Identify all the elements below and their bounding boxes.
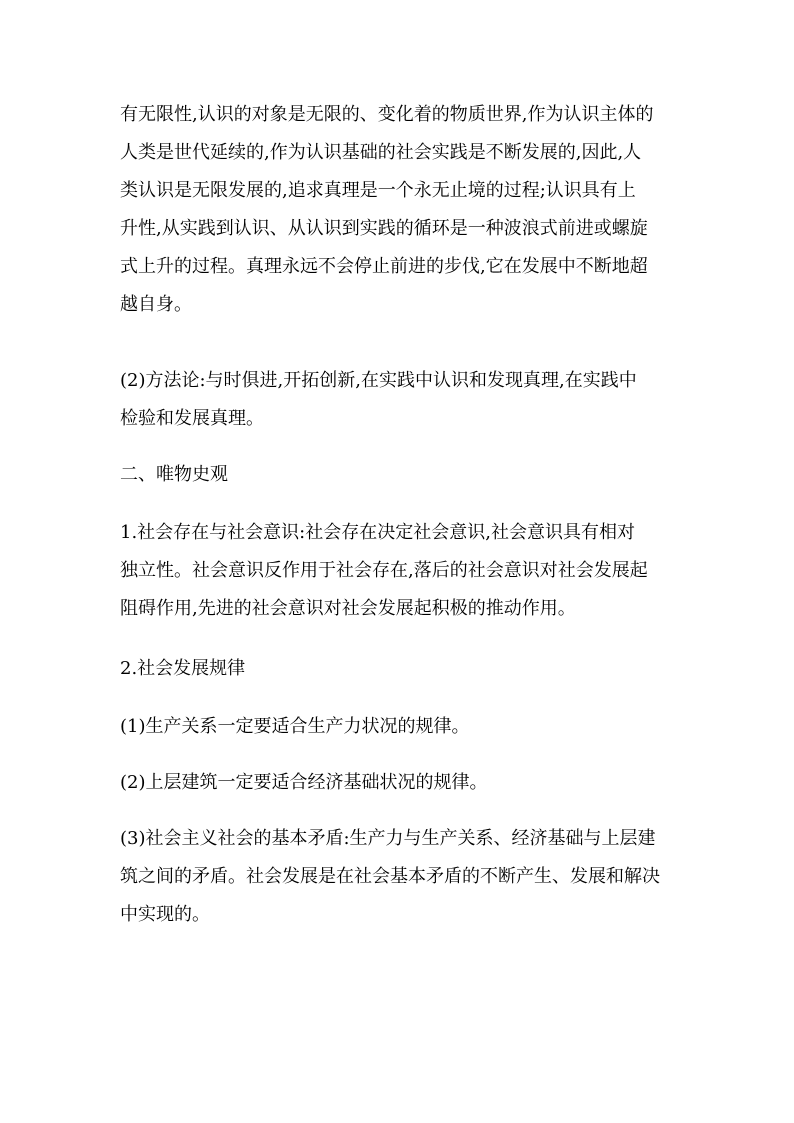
- heading-line: 二、唯物史观: [120, 464, 228, 485]
- paragraph-social-existence: [120, 514, 680, 628]
- paragraph-truth-infinity: [120, 96, 680, 324]
- text-line: 有无限性,认识的对象是无限的、变化着的物质世界,作为认识主体的: [120, 104, 654, 125]
- text-line: 阻碍作用,先进的社会意识对社会发展起积极的推动作用。: [120, 598, 576, 619]
- text-line: 中实现的。: [120, 904, 210, 925]
- text-line: 升性,从实践到认识、从认识到实践的循环是一种波浪式前进或螺旋: [120, 218, 648, 239]
- subheading-line: 2.社会发展规律: [120, 658, 246, 679]
- text-line: 越自身。: [120, 294, 192, 315]
- text-line: (2)上层建筑一定要适合经济基础状况的规律。: [120, 772, 488, 793]
- text-line: 检验和发展真理。: [120, 408, 264, 429]
- list-item-superstructure: [120, 764, 680, 802]
- text-line: 类认识是无限发展的,追求真理是一个永无止境的过程;认识具有上: [120, 180, 636, 201]
- list-item-basic-contradiction: [120, 820, 680, 934]
- text-line: (2)方法论:与时俱进,开拓创新,在实践中认识和发现真理,在实践中: [120, 370, 637, 391]
- text-line: (1)生产关系一定要适合生产力状况的规律。: [120, 716, 470, 737]
- text-line: 人类是世代延续的,作为认识基础的社会实践是不断发展的,因此,人: [120, 142, 642, 163]
- text-line: 独立性。社会意识反作用于社会存在,落后的社会意识对社会发展起: [120, 560, 648, 581]
- section-heading-historical-materialism: [120, 456, 680, 494]
- text-line: 1.社会存在与社会意识:社会存在决定社会意识,社会意识具有相对: [120, 522, 635, 543]
- subheading-social-development-laws: [120, 650, 680, 688]
- list-item-production-relations: [120, 708, 680, 746]
- text-line: 式上升的过程。真理永远不会停止前进的步伐,它在发展中不断地超: [120, 256, 648, 277]
- text-line: (3)社会主义社会的基本矛盾:生产力与生产关系、经济基础与上层建: [120, 828, 656, 849]
- paragraph-methodology: [120, 362, 680, 438]
- text-line: 筑之间的矛盾。社会发展是在社会基本矛盾的不断产生、发展和解决: [120, 866, 660, 887]
